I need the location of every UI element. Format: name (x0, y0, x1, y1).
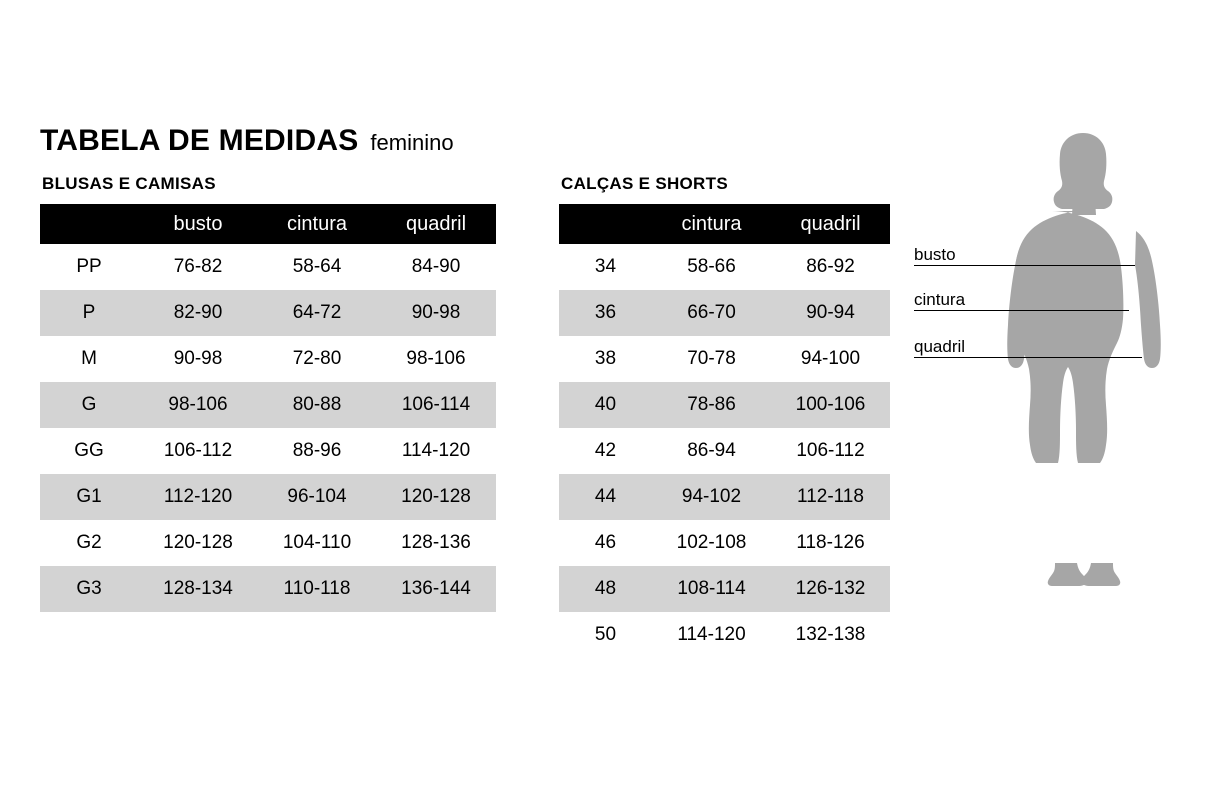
cell-size: G (40, 382, 138, 428)
cell-size: 42 (594, 440, 617, 461)
table-heading-tops: BLUSAS E CAMISAS (42, 174, 216, 193)
table-row (40, 520, 496, 566)
cell-quadril: 86-92 (806, 256, 855, 277)
cell-busto: 98-106 (138, 382, 258, 428)
cell-size: 48 (559, 566, 652, 612)
cintura-leader-line (914, 310, 1129, 311)
cell-cintura: 80-88 (258, 382, 376, 428)
table-header-row (40, 204, 496, 244)
column-header-quadril: quadril (376, 204, 496, 244)
cell-quadril: 84-90 (411, 256, 461, 277)
cell-busto: 128-134 (138, 566, 258, 612)
table-row (559, 566, 890, 612)
cell-cintura: 94-102 (652, 474, 771, 520)
cell-cintura: 78-86 (652, 382, 771, 428)
table-tops (40, 204, 496, 612)
cell-quadril: 136-144 (376, 566, 496, 612)
column-header-busto: busto (138, 204, 258, 244)
table-row (40, 336, 496, 382)
table-row (40, 382, 496, 428)
cell-quadril: 132-138 (795, 624, 866, 645)
cell-size: GG (74, 440, 104, 461)
cell-quadril: 94-100 (800, 348, 861, 369)
cell-size: G2 (76, 532, 102, 553)
cell-size: P (40, 290, 138, 336)
column-header-cintura: cintura (258, 204, 376, 244)
female-silhouette-icon (905, 115, 1205, 675)
table-bottoms (559, 204, 890, 658)
cell-cintura: 102-108 (676, 532, 747, 553)
cell-size: 38 (594, 348, 617, 369)
column-header-cintura: cintura (652, 204, 771, 244)
cell-quadril: 128-136 (401, 532, 471, 553)
table-header-row (559, 204, 890, 244)
cell-quadril: 98-106 (406, 348, 466, 369)
cell-cintura: 88-96 (292, 440, 342, 461)
cell-size: G1 (40, 474, 138, 520)
cell-size: 40 (559, 382, 652, 428)
cell-busto: 90-98 (173, 348, 223, 369)
cell-quadril: 114-120 (401, 440, 471, 461)
table-row (559, 520, 890, 566)
cell-quadril: 90-98 (376, 290, 496, 336)
table-row (40, 290, 496, 336)
cell-busto: 112-120 (138, 474, 258, 520)
cell-quadril: 100-106 (771, 382, 890, 428)
cell-size: G3 (40, 566, 138, 612)
cell-busto: 76-82 (173, 256, 223, 277)
size-table-bottoms (559, 174, 890, 658)
cell-cintura: 70-78 (687, 348, 736, 369)
table-row (559, 474, 890, 520)
cell-cintura: 66-70 (652, 290, 771, 336)
cell-cintura: 114-120 (677, 624, 746, 645)
column-header-size (40, 204, 138, 244)
cell-size: 50 (594, 624, 617, 645)
measurement-figure (905, 115, 1205, 675)
cell-cintura: 86-94 (687, 440, 736, 461)
table-row (559, 428, 890, 474)
cell-size: 34 (594, 256, 617, 277)
page-title-subtitle: feminino (370, 130, 454, 155)
cell-quadril: 112-118 (771, 474, 890, 520)
callout-quadril: quadril (914, 337, 966, 356)
column-header-size (559, 204, 652, 244)
cell-cintura: 72-80 (292, 348, 342, 369)
table-row (559, 612, 890, 658)
size-table-tops (40, 174, 496, 612)
cell-quadril: 106-114 (376, 382, 496, 428)
cell-cintura: 110-118 (258, 566, 376, 612)
quadril-leader-line (914, 357, 1142, 358)
cell-busto: 106-112 (163, 440, 233, 461)
table-row (559, 290, 890, 336)
callout-cintura: cintura (914, 290, 966, 309)
cell-size: 44 (559, 474, 652, 520)
table-row (559, 336, 890, 382)
table-row (559, 244, 890, 290)
cell-quadril: 120-128 (376, 474, 496, 520)
cell-cintura: 58-64 (292, 256, 342, 277)
cell-cintura: 108-114 (652, 566, 771, 612)
table-row (40, 474, 496, 520)
cell-quadril: 90-94 (771, 290, 890, 336)
cell-cintura: 64-72 (258, 290, 376, 336)
page-title-main: TABELA DE MEDIDAS (40, 124, 359, 157)
cell-size: 36 (559, 290, 652, 336)
callout-busto: busto (914, 245, 956, 264)
busto-leader-line (914, 265, 1135, 266)
cell-quadril: 106-112 (796, 440, 865, 461)
cell-busto: 120-128 (163, 532, 233, 553)
table-heading-bottoms: CALÇAS E SHORTS (561, 174, 728, 193)
table-row (40, 566, 496, 612)
cell-size: PP (76, 256, 102, 277)
cell-quadril: 118-126 (796, 532, 865, 553)
cell-size: 46 (594, 532, 617, 553)
page-title (40, 126, 454, 156)
table-row (40, 428, 496, 474)
table-row (40, 244, 496, 290)
cell-quadril: 126-132 (771, 566, 890, 612)
column-header-quadril: quadril (771, 204, 890, 244)
cell-cintura: 96-104 (258, 474, 376, 520)
cell-size: M (81, 348, 97, 369)
table-row (559, 382, 890, 428)
cell-cintura: 104-110 (282, 532, 352, 553)
cell-busto: 82-90 (138, 290, 258, 336)
cell-cintura: 58-66 (687, 256, 736, 277)
